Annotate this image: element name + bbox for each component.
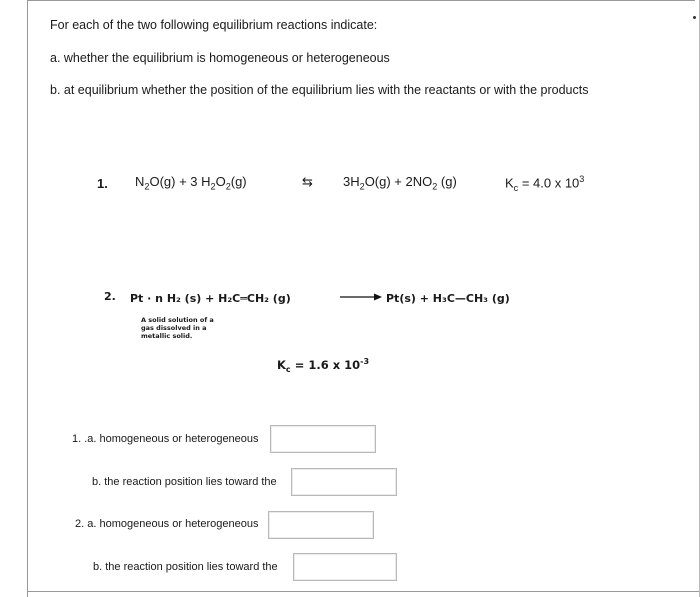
reaction1-reactants — [135, 174, 247, 192]
note-line: gas dissolved in a — [141, 324, 207, 332]
instructions-part-a: a. whether the equilibrium is homogeneous or heterogeneous — [50, 51, 390, 65]
kc-label: K — [505, 175, 514, 191]
reaction1-sub: 2 — [144, 181, 150, 192]
reaction1-sub: 2 — [225, 181, 231, 192]
equilibrium-arrow-icon: ⇆ — [302, 174, 313, 189]
answer-2b-field[interactable] — [293, 553, 397, 581]
reaction2-products: Pt(s) + H₃C—CH₃ (g) — [386, 292, 510, 305]
reaction-arrow-icon — [340, 290, 382, 303]
kc-sub: c — [285, 365, 291, 375]
frame-left-border — [27, 0, 28, 597]
question-1b-label: b. the reaction position lies toward the — [92, 476, 277, 488]
kc-value: = 1.6 x 10 — [290, 357, 361, 372]
reaction1-reactant-text: (g) — [230, 174, 247, 189]
reaction1-number: 1. — [97, 176, 108, 191]
note-line: metallic solid. — [141, 332, 193, 340]
reaction2-kc — [277, 357, 369, 374]
reaction1-product-text: (g) — [437, 174, 457, 189]
reaction1-product-text: O(g) + 2NO — [364, 174, 433, 189]
kc-exponent: -3 — [360, 357, 370, 366]
reaction1-product-text: 3H — [343, 174, 360, 189]
reaction1-sub: 2 — [210, 181, 216, 192]
answer-1a-field[interactable] — [270, 425, 376, 453]
reaction1-products — [343, 174, 457, 192]
question-2b-label: b. the reaction position lies toward the — [93, 561, 278, 573]
reaction2-number: 2. — [104, 290, 116, 303]
reaction2-note — [141, 316, 214, 340]
question-2a-label: 2. a. homogeneous or heterogeneous — [75, 518, 259, 530]
kc-exponent: 3 — [579, 174, 585, 184]
reaction1-reactant-text: N — [135, 174, 145, 189]
kc-sub: c — [513, 182, 519, 193]
reaction1-sub: 2 — [432, 181, 438, 192]
question-1a-label: 1. .a. homogeneous or heterogeneous — [72, 433, 259, 445]
reaction1-kc — [505, 174, 584, 193]
reaction1-reactant-text: O(g) + 3 H — [149, 174, 211, 189]
reaction2-reactants: Pt · n H₂ (s) + H₂C═CH₂ (g) — [130, 292, 291, 305]
instructions-part-b: b. at equilibrium whether the position of the equilibrium lies with the reactants or with the products — [50, 83, 589, 97]
frame-top-border — [27, 0, 695, 1]
reaction1-reactant-text: O — [215, 174, 226, 189]
answer-1b-field[interactable] — [291, 468, 397, 496]
reaction1-sub: 2 — [359, 181, 365, 192]
note-line: A solid solution of a — [141, 316, 214, 324]
stray-dot — [693, 16, 696, 19]
kc-value: = 4.0 x 10 — [518, 175, 580, 191]
kc-label: K — [277, 357, 286, 372]
frame-bottom-border — [27, 591, 699, 592]
instructions-intro: For each of the two following equilibrium reactions indicate: — [50, 18, 378, 32]
answer-2a-field[interactable] — [268, 511, 374, 539]
